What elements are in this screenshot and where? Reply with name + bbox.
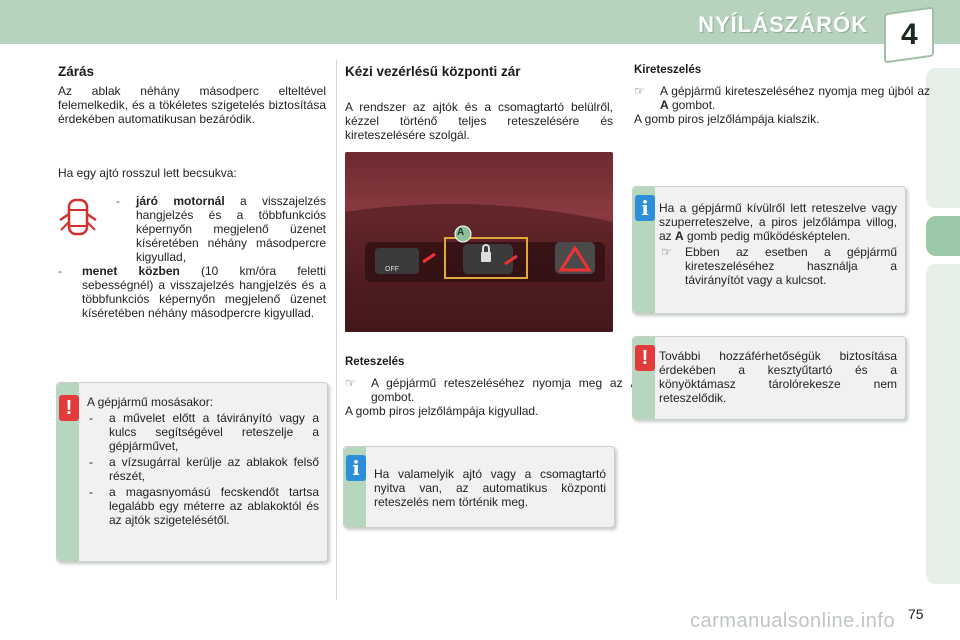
info-icon: i xyxy=(346,455,366,481)
warning-box-car-wash xyxy=(56,382,328,562)
subheading-unlock: Kireteszelés xyxy=(634,64,702,76)
watermark: carmanualsonline.info xyxy=(690,610,896,632)
item-text: (10 km/óra feletti sebességnél) a visszajelzés hangjelzés és a többfunkciós képernyőn megjelenő üzenet kíséretében néhány másodpercre kigyullad. xyxy=(82,264,327,320)
item-text: a visszajelzés hangjelzés és a többfunkciós képernyőn megjelenő üzenet kíséretében néhány másodpercre kigyullad, xyxy=(136,194,326,264)
zaras-intro: Az ablak néhány másodperc elteltével felemelkedik, és a tökéletes szigetelés biztosítása érdekében automatikusan bezáródik. xyxy=(58,84,326,126)
info-text: Ha a gépjármű kívülről lett reteszelve vagy szuperreteszelve, a piros jelzőlámpa villog, az A gomb pedig működésképtelen. xyxy=(659,201,897,243)
section-heading-zaras: Zárás xyxy=(58,64,95,79)
side-tab-active xyxy=(926,216,960,256)
info-bullet: ☞ Ebben az esetben a gépjármű kireteszeléséhez használja a távirányítót vagy a kulcsot. xyxy=(661,245,897,287)
lock-step: ☞ A gépjármű reteszeléséhez nyomja meg az gombot. xyxy=(345,376,631,404)
indicator-item-engine-running: - járó motornál a visszajelzés hangjelzés és a többfunkciós képernyőn megjelenő üzenet kíséretében néhány másodpercre kigyullad, xyxy=(116,194,326,264)
warning-icon: ! xyxy=(635,345,655,371)
side-chapter-tabs xyxy=(922,68,960,588)
side-tab xyxy=(926,264,960,584)
central-lock-intro: A rendszer az ajtók és a csomagtartó belülről, kézzel történő teljes reteszelésére és kireteszelésére szolgál. xyxy=(345,100,613,142)
pointing-hand-icon: ☞ xyxy=(661,245,672,259)
pointing-hand-icon: ☞ xyxy=(345,376,356,390)
item-bold: járó motornál xyxy=(136,194,225,208)
indicator-item-driving: - menet közben (10 km/óra feletti sebességnél) a visszajelzés hangjelzés és a többfunkciós képernyőn megjelenő üzenet kíséretében néhány másodpercre kigyullad. xyxy=(58,264,327,320)
subheading-lock: Reteszelés xyxy=(345,356,405,368)
chapter-tab xyxy=(884,6,934,63)
warning-box-glovebox xyxy=(632,336,906,420)
chapter-number: 4 xyxy=(900,18,918,51)
door-note: Ha egy ajtó rosszul lett becsukva: xyxy=(58,166,237,180)
photo-off-label: OFF xyxy=(385,266,399,273)
chapter-title: NYÍLÁSZÁRÓK xyxy=(698,12,868,37)
unlock-step: ☞ A gépjármű kireteszeléséhez nyomja meg újból az A gombot. xyxy=(634,84,930,112)
section-heading-central-lock: Kézi vezérlésű központi zár xyxy=(345,64,521,79)
info-box-door-open xyxy=(343,446,615,528)
item-bold: menet közben xyxy=(82,264,180,278)
side-tab xyxy=(926,68,960,208)
central-lock-button-photo xyxy=(345,152,613,332)
warning-icon: ! xyxy=(59,395,79,421)
warning-intro: A gépjármű mosásakor: xyxy=(87,395,214,409)
info-box-external-lock xyxy=(632,186,906,314)
pointing-hand-icon: ☞ xyxy=(634,84,645,98)
column-divider xyxy=(336,60,337,600)
lock-result: A gomb piros jelzőlámpája kigyullad. xyxy=(345,404,539,418)
photo-button-label-a: A xyxy=(457,227,465,238)
info-text: Ha valamelyik ajtó vagy a csomagtartó nyitva van, az automatikus központi reteszelés nem történik meg. xyxy=(374,467,606,509)
door-open-icon xyxy=(58,196,98,240)
list-item: - a művelet előtt a távirányító vagy a kulcs segítségével reteszelje a gépjárművet, xyxy=(89,411,319,453)
list-item: - a magasnyomású fecskendőt tartsa legalább egy méterre az ablakoktól és az ajtók szigetelésétől. xyxy=(89,485,319,527)
unlock-result: A gomb piros jelzőlámpája kialszik. xyxy=(634,112,820,126)
info-icon: i xyxy=(635,195,655,221)
list-item: - a vízsugárral kerülje az ablakok felső részét, xyxy=(89,455,319,483)
warning-text: További hozzáférhetőségük biztosítása érdekében a kesztyűtartó és a könyöktámasz tárolórekesze nem reteszelődik. xyxy=(659,349,897,405)
page-number: 75 xyxy=(908,606,924,622)
